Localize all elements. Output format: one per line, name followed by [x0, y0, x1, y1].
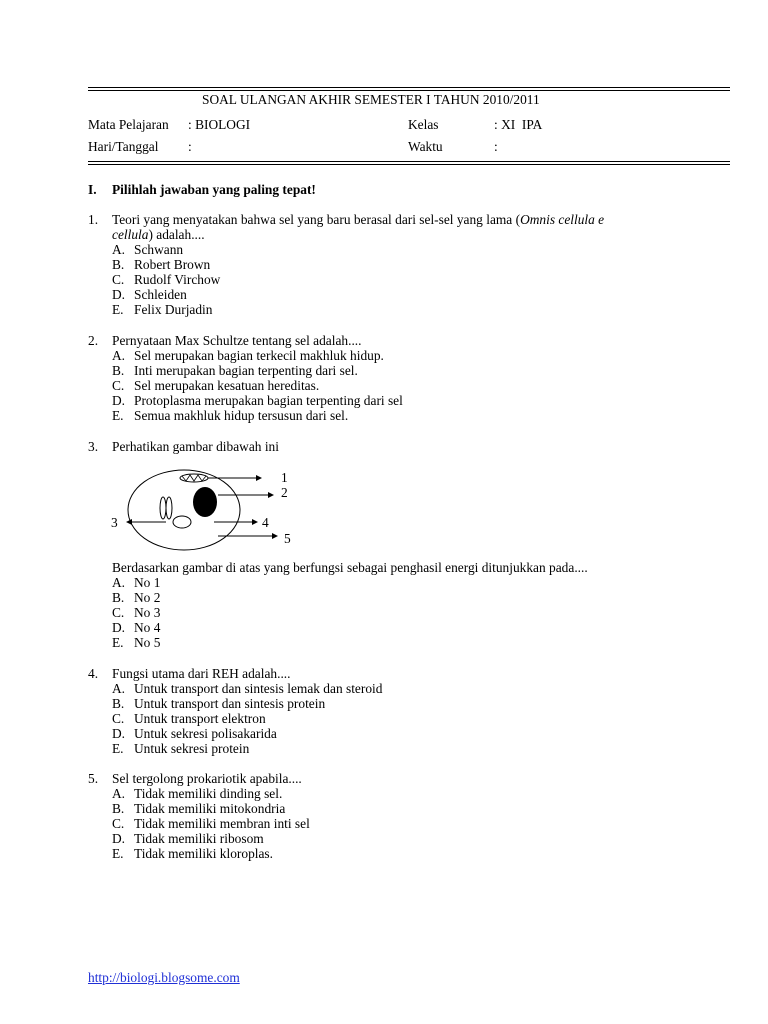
day-label: Hari/Tanggal — [88, 139, 159, 154]
subject-value: : BIOLOGI — [188, 117, 251, 132]
question-number: 4. — [88, 666, 99, 681]
header-top-rule — [88, 87, 730, 88]
figure-label-2: 2 — [281, 485, 288, 500]
nucleus — [193, 487, 217, 517]
option-e[interactable]: E. Tidak memiliki kloroplas. — [112, 846, 273, 861]
time-label: Waktu — [408, 139, 443, 154]
option-c[interactable]: C. No 3 — [112, 605, 161, 620]
class-value: : XI IPA — [494, 117, 543, 132]
exam-title: SOAL ULANGAN AKHIR SEMESTER I TAHUN 2010/2011 — [202, 92, 540, 107]
section-instruction: Pilihlah jawaban yang paling tepat! — [112, 182, 316, 197]
question-text: Teori yang menyatakan bahwa sel yang baru berasal dari sel-sel yang lama (Omnis cellula e — [112, 212, 605, 227]
option-a[interactable]: A. No 1 — [112, 575, 161, 590]
option-c[interactable]: C. Rudolf Virchow — [112, 272, 221, 287]
header-bottom-rule-2 — [88, 164, 730, 165]
footer-link[interactable]: http://biologi.blogsome.com — [88, 970, 240, 985]
cell-membrane — [128, 470, 240, 550]
question-number: 2. — [88, 333, 99, 348]
option-d[interactable]: D. Schleiden — [112, 287, 187, 302]
option-d[interactable]: D. No 4 — [112, 620, 161, 635]
question-5 — [88, 771, 730, 861]
question-3 — [88, 439, 730, 454]
option-d[interactable]: D. Protoplasma merupakan bagian terpenting dari sel — [112, 393, 403, 408]
class-label: Kelas — [408, 117, 439, 132]
figure-label-1: 1 — [281, 470, 288, 485]
option-c[interactable]: C. Untuk transport elektron — [112, 711, 266, 726]
option-a[interactable]: A. Untuk transport dan sintesis lemak dan steroid — [112, 681, 383, 696]
golgi-organelle — [180, 474, 208, 482]
figure-label-5: 5 — [284, 531, 291, 546]
option-a[interactable]: A. Sel merupakan bagian terkecil makhluk hidup. — [112, 348, 384, 363]
question-number: 1. — [88, 212, 99, 227]
option-b[interactable]: B. Tidak memiliki mitokondria — [112, 801, 286, 816]
figure-label-4: 4 — [262, 515, 269, 530]
option-d[interactable]: D. Untuk sekresi polisakarida — [112, 726, 277, 741]
time-value: : — [494, 139, 498, 154]
header-top-rule-2 — [88, 90, 730, 91]
option-c[interactable]: C. Tidak memiliki membran inti sel — [112, 816, 310, 831]
question-text: Pernyataan Max Schultze tentang sel adalah.... — [112, 333, 362, 348]
question-1 — [88, 212, 730, 317]
cell-diagram — [108, 466, 308, 556]
option-b[interactable]: B. No 2 — [112, 590, 161, 605]
question-text-cont: cellula) adalah.... — [112, 227, 205, 242]
option-e[interactable]: E. No 5 — [112, 635, 161, 650]
header-bottom-rule — [88, 161, 730, 162]
option-b[interactable]: B. Inti merupakan bagian terpenting dari sel. — [112, 363, 358, 378]
option-a[interactable]: A. Schwann — [112, 242, 184, 257]
option-d[interactable]: D. Tidak memiliki ribosom — [112, 831, 264, 846]
day-value: : — [188, 139, 192, 154]
option-e[interactable]: E. Untuk sekresi protein — [112, 741, 250, 756]
question-4 — [88, 666, 730, 756]
question-text: Perhatikan gambar dibawah ini — [112, 439, 279, 454]
question-2 — [88, 333, 730, 423]
question-text: Sel tergolong prokariotik apabila.... — [112, 771, 302, 786]
section-number: I. — [88, 182, 97, 197]
question-number: 3. — [88, 439, 99, 454]
question-number: 5. — [88, 771, 99, 786]
figure-label-3: 3 — [111, 515, 118, 530]
option-b[interactable]: B. Robert Brown — [112, 257, 211, 272]
question-3-body — [88, 560, 730, 650]
subject-label: Mata Pelajaran — [88, 117, 169, 132]
option-e[interactable]: E. Felix Durjadin — [112, 302, 213, 317]
option-b[interactable]: B. Untuk transport dan sintesis protein — [112, 696, 326, 711]
option-e[interactable]: E. Semua makhluk hidup tersusun dari sel. — [112, 408, 349, 423]
question-text: Fungsi utama dari REH adalah.... — [112, 666, 291, 681]
mitochondria-organelle — [160, 497, 172, 519]
option-c[interactable]: C. Sel merupakan kesatuan hereditas. — [112, 378, 320, 393]
option-a[interactable]: A. Tidak memiliki dinding sel. — [112, 786, 283, 801]
vacuole — [173, 516, 191, 528]
question-text-2: Berdasarkan gambar di atas yang berfungsi sebagai penghasil energi ditunjukkan pada.... — [112, 560, 588, 575]
